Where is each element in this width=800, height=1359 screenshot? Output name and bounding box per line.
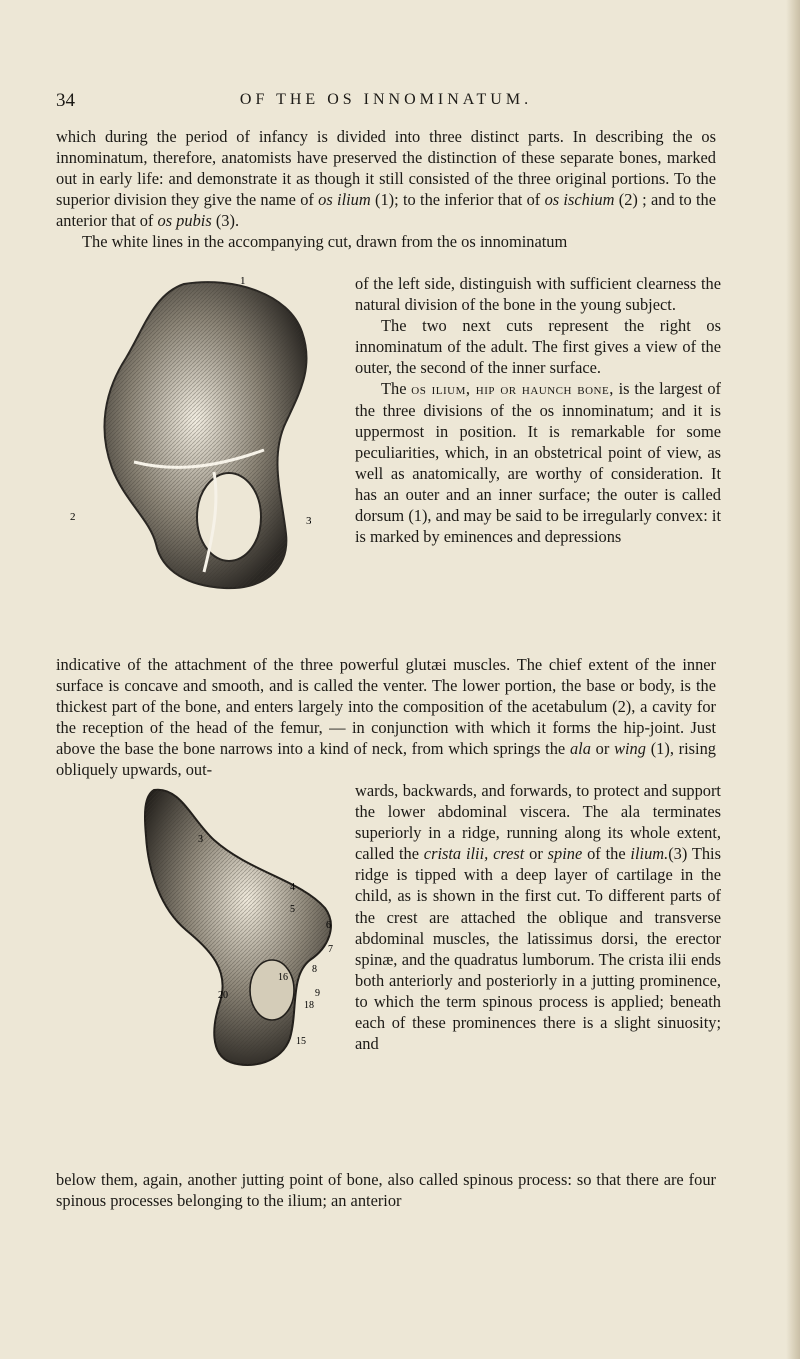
figure-2-illustration [140, 780, 345, 1070]
ref-1: (1) [375, 190, 395, 210]
term-os-ilium: os ilium [318, 190, 371, 210]
page-number: 34 [56, 90, 75, 111]
page-edge [786, 0, 800, 1359]
paragraph-2-side: of the left side, distinguish with sufficient clearness the natural division of the bone in the young subject. [355, 274, 721, 315]
fig2-label-16: 16 [278, 972, 288, 983]
opening-paragraph [56, 126, 716, 253]
paragraph-3: The two next cuts represent the right os innominatum of the adult. The first gives a view of the outer, the second of the inner surface. [355, 316, 721, 378]
fig2-label-8: 8 [312, 964, 317, 975]
para4-full-text: indicative of the attachment of the three powerful glutæi muscles. The chief extent of the inner surface is concave and smooth, and is called the venter. The lower portion, the base or body, is the thickest part of the bone, and enters largely into the composition of the acetabulum (2), a cavity for the reception of the head of the femur, — in conjunction with which it forms the hip-joint. Just above the base the bone narrows into a kind of neck, from which springs the [56, 655, 716, 759]
fig2-label-9: 9 [315, 988, 320, 999]
fig2-label-4: 4 [290, 882, 295, 893]
paragraph-4-side [355, 378, 721, 547]
para1-text: which during the period of infancy is divided into three distinct parts. In describing the os innominatum, therefore, anatomists have preserved the distinction of these separate bones, marked out in early life: and demonstrate it as though it still consisted of the three original portions. To the superior division they give the name of [56, 127, 716, 210]
paragraph-5-side [355, 780, 721, 1054]
full-width-block-3 [56, 1169, 716, 1211]
page-header [56, 90, 716, 114]
side-text-block-1 [355, 273, 721, 547]
paragraph-2-lead: The white lines in the accompanying cut, drawn from the os innominatum [82, 232, 568, 252]
fig1-label-2: 2 [70, 511, 76, 523]
term-crista-ilii: crista ilii, crest [423, 844, 525, 864]
term-ala: ala [569, 739, 591, 759]
word-or-2: or [529, 844, 543, 864]
term-wing: wing [614, 739, 646, 759]
fig1-label-3: 3 [306, 515, 312, 527]
para4-full-end: (1), rising obliquely upwards, out- [56, 739, 716, 780]
fig2-label-15: 15 [296, 1036, 306, 1047]
ref-2: (2) [618, 190, 638, 210]
fig2-label-6: 6 [326, 920, 331, 931]
para4-side-text: is the largest of the three divisions of the os innominatum; and it is uppermost in position. It is remarkable for some peculiarities, which, in an obstetrical point of view, as well as anatomically, are worthy of consideration. It has an outer and an inner surface; the outer is called dorsum (1), and may be said to be irregularly convex: it is marked by eminences and depressions [355, 379, 721, 547]
fig2-label-7: 7 [328, 944, 333, 955]
para5-side-a: wards, backwards, and forwards, to protect and support the lower abdominal viscera. The ala terminates superiorly in a ridge, running along its whole extent, called the [355, 781, 721, 864]
sep-1: ; to the inferior that of [394, 190, 541, 210]
term-os-ischium: os ischium [544, 190, 615, 210]
paragraph-4-continued [56, 654, 716, 781]
sep-2: ; and to the anterior that of [56, 190, 717, 231]
word-or: or [595, 739, 610, 759]
full-width-block-2 [56, 654, 716, 781]
side-text-block-2 [355, 780, 721, 1054]
word-of-the: of the [587, 844, 626, 864]
paragraph-5-continued: below them, again, another jutting point of bone, also called spinous process: so that there are four spinous processes belonging to the ilium; an anterior [56, 1170, 716, 1211]
running-head: OF THE OS INNOMINATUM. [239, 91, 533, 108]
fig1-label-1: 1 [240, 275, 246, 287]
figure-2-os-ilium-adult [140, 780, 345, 1070]
fig2-label-3: 3 [198, 834, 203, 845]
figure-1-illustration [64, 272, 349, 597]
term-os-ilium-heading: os ilium, hip or haunch bone, [411, 379, 614, 399]
figure-1-os-innominatum-young [64, 272, 349, 597]
para5-side-b: (3) This ridge is tipped with a deep layer of cartilage in the child, as is shown in the first cut. To different parts of the crest are attached the oblique and transverse abdominal muscles, the latissimus dorsi, the erector spinæ, and the quadratus lumborum. The crista ilii ends both anteriorly and posteriorly in a jutting prominence, to which the term spinous process is applied; beneath each of these prominences there is a slight sinuosity; and [355, 844, 721, 1054]
term-spine: spine [547, 844, 583, 864]
term-os-pubis: os pubis [157, 211, 212, 231]
fig2-label-18: 18 [304, 1000, 314, 1011]
para4-lead: The [381, 379, 407, 399]
fig2-label-20: 20 [218, 990, 228, 1001]
fig2-label-5: 5 [290, 904, 295, 915]
paragraph-1 [56, 126, 716, 231]
ref-3: (3). [215, 211, 240, 231]
term-ilium: ilium. [630, 844, 669, 864]
